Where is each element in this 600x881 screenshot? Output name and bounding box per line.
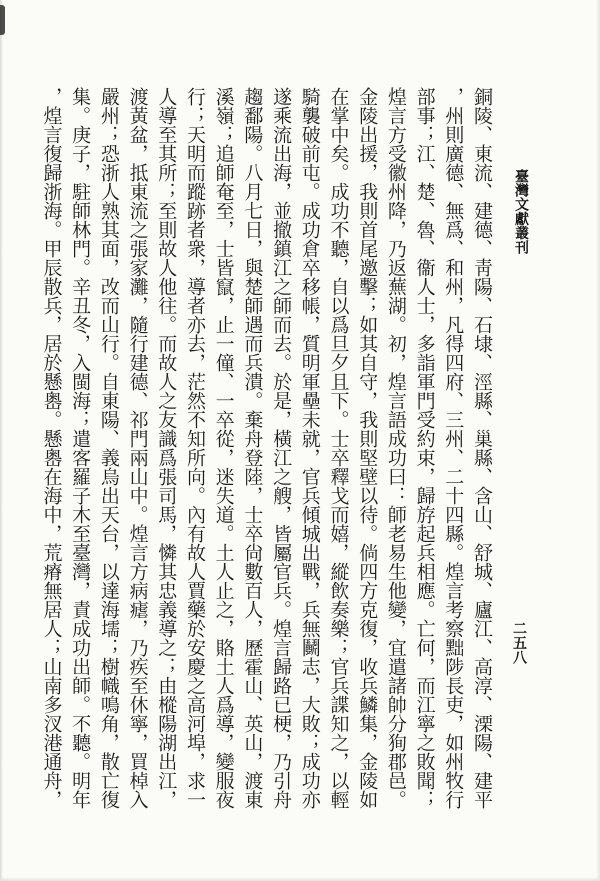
scan-edge-bottom xyxy=(0,877,600,881)
text-column: 騎襲破前屯。成功倉卒移帳，質明軍壘未就，官兵傾城出戰，兵無鬭志，大敗；成功亦 xyxy=(298,87,320,809)
text-column: ，州則廣德、無爲、和州，凡得四府、三州、二十四縣。煌言考察黜陟長吏，如州牧行 xyxy=(442,87,464,809)
text-block xyxy=(36,87,495,813)
text-column: 溪嶺；追師奄至，士皆竄，止一僮、一卒從，迷失道。土人止之，賂土人爲導，變服夜 xyxy=(212,87,234,809)
text-column: 趨鄱陽。八月七日，與楚師遇而兵潰。棄舟登陸，士卒尙數百人，歷霍山、英山，渡東 xyxy=(241,87,263,809)
series-header: 臺灣文獻叢刊 xyxy=(513,169,528,255)
text-column: 在掌中矣。成功不聽，自以爲旦夕且下。士卒釋戈而嬉，縱飲奏樂；官兵諜知之，以輕 xyxy=(327,87,349,809)
text-column: 金陵出援，我則首尾邀擊；如其自守，我則堅壁以待。倘四方克復，收兵鱗集，金陵如 xyxy=(356,87,378,809)
text-column: 銅陵、東流、建德、靑陽、石埭、涇縣、巢縣、含山、舒城、廬江、高淳、溧陽、建平 xyxy=(471,87,492,809)
scan-edge-right xyxy=(596,0,600,881)
text-column: 煌言方受徽州降，乃返蕪湖。初，煌言語成功曰：師老易生他變，宜遣諸帥分狥郡邑。 xyxy=(384,87,406,809)
text-column: ，煌言復歸浙海。甲辰散兵，居於懸嶴。懸嶴在海中，荒瘠無居人；山南多汊港通舟， xyxy=(40,87,62,809)
text-column: 部事；江、楚、魯、衞人士，多詣軍門受約束，歸斿起兵相應。亡何，而江寧之敗聞； xyxy=(413,87,435,809)
text-column: 人導至其所；至則故人他往。而故人之友識爲張司馬，憐其忠義導之；由樅陽湖出江， xyxy=(155,87,177,809)
text-column: 行；天明而蹤跡者衆，導者亦去，茫然不知所向。內有故人賈藥於安慶之高河埠，求一 xyxy=(183,87,205,809)
text-column: 集。庚子，駐師林門。辛丑冬，入閩海；遣客羅子木至臺灣，責成功出師。不聽。明年 xyxy=(69,87,91,809)
page-number: 二五八 xyxy=(511,621,526,665)
text-column: 渡黃盆，抵東流之張家灘，隨行建德、祁門兩山中。煌言方病瘧，乃疾至休寧，買棹入 xyxy=(126,87,148,809)
scan-edge-left xyxy=(0,0,3,881)
text-column: 嚴州；恐浙人熟其面，改而山行。自東陽、義烏出天台，以達海壖；樹幟鳴角，散亡復 xyxy=(97,87,119,809)
ink-mark-icon xyxy=(0,5,5,35)
text-column: 遂乘流出海，並撤鎮江之師而去。於是，橫江之艘，皆屬官兵。煌言歸路已梗，乃引舟 xyxy=(270,87,292,809)
